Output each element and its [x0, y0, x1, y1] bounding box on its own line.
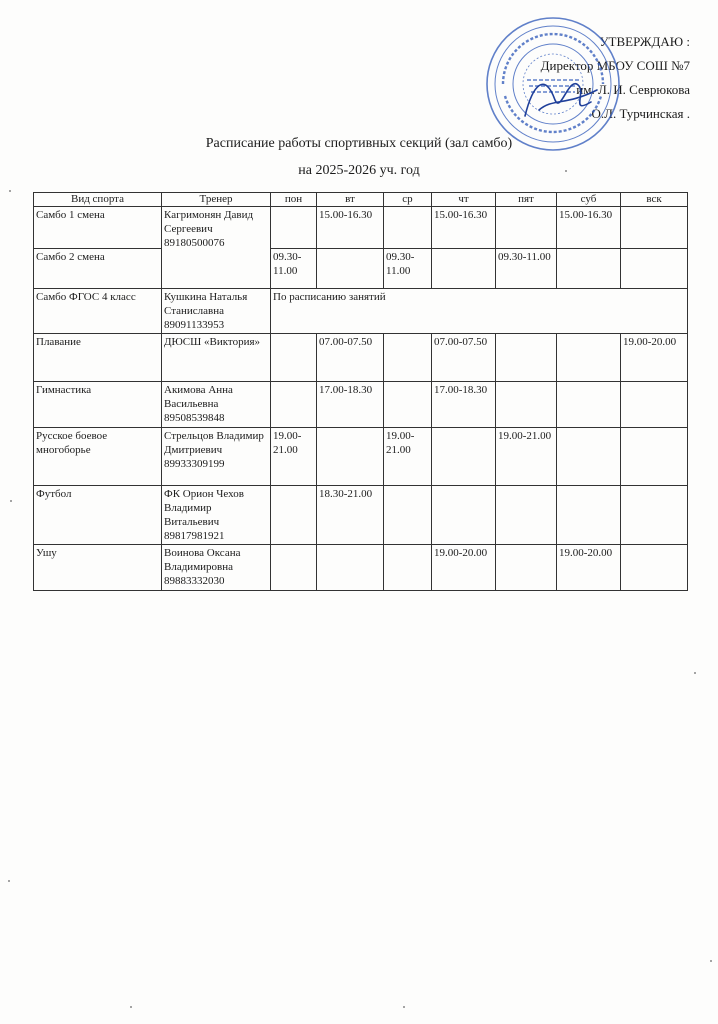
cell-mon: 09.30-11.00: [271, 249, 317, 289]
cell-tue: 15.00-16.30: [317, 207, 384, 249]
cell-mon: [271, 545, 317, 591]
table-row: [34, 428, 688, 486]
cell-tue: [317, 428, 384, 486]
cell-trainer: Воинова Оксана Владимировна 89883332030: [162, 545, 271, 591]
cell-mon: [271, 334, 317, 382]
cell-sat: 15.00-16.30: [557, 207, 621, 249]
cell-trainer: Кагримонян Давид Сергеевич 89180500076: [162, 207, 271, 289]
cell-wed: 19.00-21.00: [384, 428, 432, 486]
table-row: [34, 289, 688, 334]
cell-thu: 19.00-20.00: [432, 545, 496, 591]
cell-fri: [496, 334, 557, 382]
cell-sport: Самбо 1 смена: [34, 207, 162, 249]
cell-fri: 19.00-21.00: [496, 428, 557, 486]
approval-line-3: им. Л. И. Севрюкова: [576, 82, 690, 97]
cell-mon: [271, 207, 317, 249]
cell-fri: [496, 486, 557, 545]
cell-sport: Ушу: [34, 545, 162, 591]
cell-trainer: Стрельцов Владимир Дмитриевич 89933309199: [162, 428, 271, 486]
cell-sat: [557, 334, 621, 382]
approval-line-1: УТВЕРЖДАЮ :: [599, 34, 690, 49]
cell-fri: [496, 207, 557, 249]
cell-tue: [317, 249, 384, 289]
cell-sun: 19.00-20.00: [621, 334, 688, 382]
cell-thu: 15.00-16.30: [432, 207, 496, 249]
cell-mon: 19.00-21.00: [271, 428, 317, 486]
cell-wed: [384, 486, 432, 545]
cell-sat: [557, 382, 621, 428]
cell-wed: [384, 382, 432, 428]
cell-sun: [621, 428, 688, 486]
document-title: Расписание работы спортивных секций (зал самбо): [205, 136, 513, 151]
cell-trainer: Кушкина Наталья Станиславна 89091133953: [162, 289, 271, 334]
cell-sat: [557, 486, 621, 545]
header-wed: ср: [384, 193, 432, 207]
cell-mon: [271, 382, 317, 428]
cell-sport: Русское боевое многоборье: [34, 428, 162, 486]
approval-line-2: Директор МБОУ СОШ №7: [540, 58, 690, 73]
cell-thu: [432, 486, 496, 545]
cell-sat: 19.00-20.00: [557, 545, 621, 591]
cell-schedule-note: По расписанию занятий: [271, 289, 688, 334]
cell-thu: 17.00-18.30: [432, 382, 496, 428]
cell-wed: 09.30-11.00: [384, 249, 432, 289]
cell-tue: 18.30-21.00: [317, 486, 384, 545]
approval-line-4: О.Л. Турчинская .: [591, 106, 690, 121]
table-row: [34, 382, 688, 428]
cell-thu: 07.00-07.50: [432, 334, 496, 382]
cell-sun: [621, 545, 688, 591]
cell-sun: [621, 382, 688, 428]
table-row: [34, 334, 688, 382]
cell-wed: [384, 545, 432, 591]
cell-sport: Гимнастика: [34, 382, 162, 428]
cell-sport: Самбо ФГОС 4 класс: [34, 289, 162, 334]
cell-sun: [621, 249, 688, 289]
header-sport: Вид спорта: [34, 193, 162, 207]
cell-thu: [432, 249, 496, 289]
table-row: [34, 545, 688, 591]
schedule-table: [33, 192, 688, 591]
table-header-row: [34, 193, 688, 207]
cell-mon: [271, 486, 317, 545]
table-row: [34, 207, 688, 249]
header-mon: пон: [271, 193, 317, 207]
cell-trainer: ФК Орион Чехов Владимир Витальевич 89817981921: [162, 486, 271, 545]
cell-sun: [621, 207, 688, 249]
cell-tue: 17.00-18.30: [317, 382, 384, 428]
cell-sport: Футбол: [34, 486, 162, 545]
cell-sport: Самбо 2 смена: [34, 249, 162, 289]
official-stamp-seal: [483, 14, 623, 154]
cell-wed: [384, 207, 432, 249]
cell-fri: 09.30-11.00: [496, 249, 557, 289]
cell-fri: [496, 382, 557, 428]
cell-trainer: Акимова Анна Васильевна 89508539848: [162, 382, 271, 428]
header-thu: чт: [432, 193, 496, 207]
cell-sun: [621, 486, 688, 545]
cell-fri: [496, 545, 557, 591]
header-tue: вт: [317, 193, 384, 207]
header-trainer: Тренер: [162, 193, 271, 207]
table-row: [34, 249, 688, 289]
cell-tue: 07.00-07.50: [317, 334, 384, 382]
header-sat: суб: [557, 193, 621, 207]
cell-sat: [557, 249, 621, 289]
document-subtitle: на 2025-2026 уч. год: [298, 163, 420, 178]
cell-thu: [432, 428, 496, 486]
header-fri: пят: [496, 193, 557, 207]
header-sun: вск: [621, 193, 688, 207]
cell-tue: [317, 545, 384, 591]
cell-sport: Плавание: [34, 334, 162, 382]
table-row: [34, 486, 688, 545]
cell-wed: [384, 334, 432, 382]
cell-sat: [557, 428, 621, 486]
cell-trainer: ДЮСШ «Виктория»: [162, 334, 271, 382]
